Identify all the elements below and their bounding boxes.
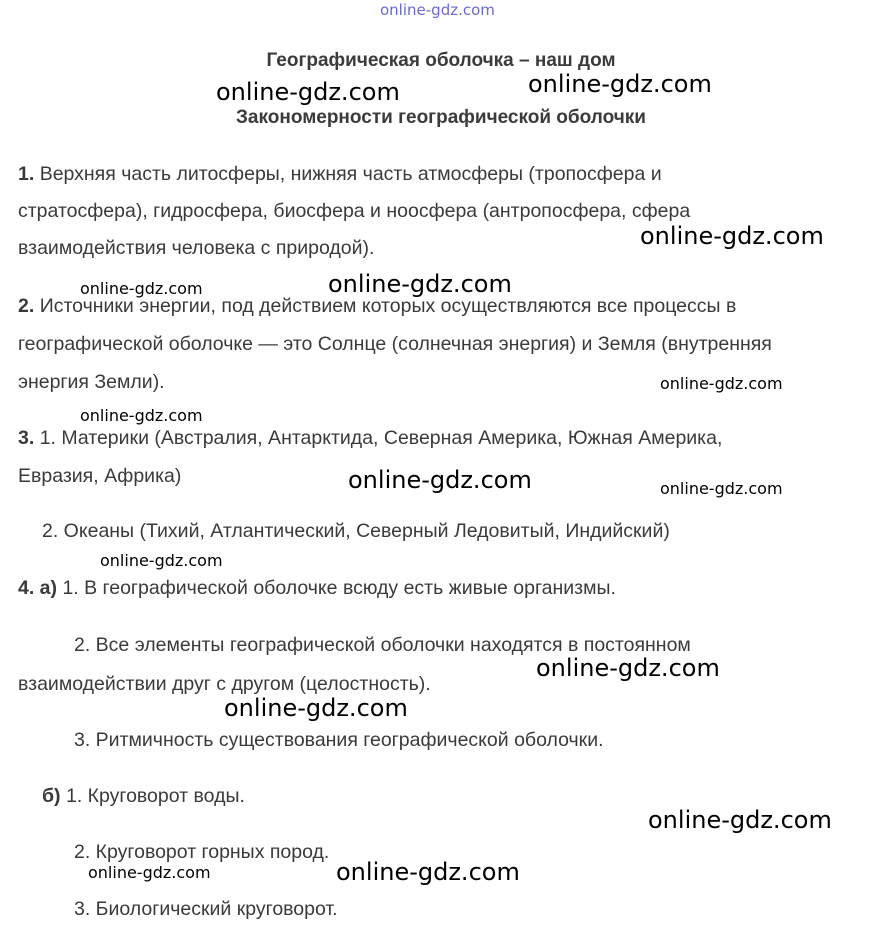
- item-number: 3.: [18, 427, 35, 449]
- item-2-line-3: энергия Земли).: [18, 371, 165, 393]
- item-1-line-3: взаимодействия человека с природой).: [18, 237, 375, 259]
- watermark: online-gdz.com: [660, 374, 783, 393]
- item-3-line-2: Евразия, Африка): [18, 465, 182, 487]
- item-4b-line-1: б) 1. Круговорот воды.: [42, 785, 245, 807]
- watermark: online-gdz.com: [336, 858, 520, 886]
- item-4a-line-3: взаимодействии друг с другом (целостность).: [18, 673, 431, 695]
- watermark: online-gdz.com: [536, 654, 720, 682]
- watermark: online-gdz.com: [348, 466, 532, 494]
- watermark-top: online-gdz.com: [380, 1, 495, 19]
- item-number: 2.: [18, 295, 35, 317]
- watermark: online-gdz.com: [660, 479, 783, 498]
- document-title: Географическая оболочка – наш дом: [266, 50, 616, 71]
- watermark: online-gdz.com: [100, 551, 223, 570]
- item-4b-line-3: 3. Биологический круговорот.: [74, 898, 338, 920]
- item-2-line-1: 2. Источники энергии, под действием которых осуществляются все процессы в: [18, 295, 737, 317]
- item-4a-line-2: 2. Все элементы географической оболочки находятся в постоянном: [74, 634, 691, 656]
- item-3-line-3: 2. Океаны (Тихий, Атлантический, Северный Ледовитый, Индийский): [42, 520, 670, 542]
- item-4b-line-2: 2. Круговорот горных пород.: [74, 841, 330, 863]
- watermark: online-gdz.com: [640, 222, 824, 250]
- watermark: online-gdz.com: [80, 279, 203, 298]
- item-1-line-2: стратосфера), гидросфера, биосфера и ноосфера (антропосфера, сфера: [18, 200, 691, 222]
- item-1-line-1: 1. Верхняя часть литосферы, нижняя часть атмосферы (тропосфера и: [18, 163, 662, 185]
- item-2-line-2: географической оболочке — это Солнце (солнечная энергия) и Земля (внутренняя: [18, 333, 772, 355]
- watermark: online-gdz.com: [648, 806, 832, 834]
- watermark: online-gdz.com: [224, 694, 408, 722]
- item-3-line-1: 3. 1. Материки (Австралия, Антарктида, Северная Америка, Южная Америка,: [18, 427, 723, 449]
- item-number: б): [42, 785, 61, 807]
- item-4a-line-1: 4. а) 1. В географической оболочке всюду есть живые организмы.: [18, 577, 616, 599]
- item-number: 1.: [18, 163, 35, 185]
- watermark: online-gdz.com: [80, 406, 203, 425]
- document-subtitle: Закономерности географической оболочки: [236, 107, 646, 128]
- watermark: online-gdz.com: [328, 270, 512, 298]
- watermark: online-gdz.com: [88, 863, 211, 882]
- item-4a-line-4: 3. Ритмичность существования географической оболочки.: [74, 729, 604, 751]
- watermark: online-gdz.com: [528, 70, 712, 98]
- watermark: online-gdz.com: [216, 78, 400, 106]
- item-number: 4. а): [18, 577, 58, 599]
